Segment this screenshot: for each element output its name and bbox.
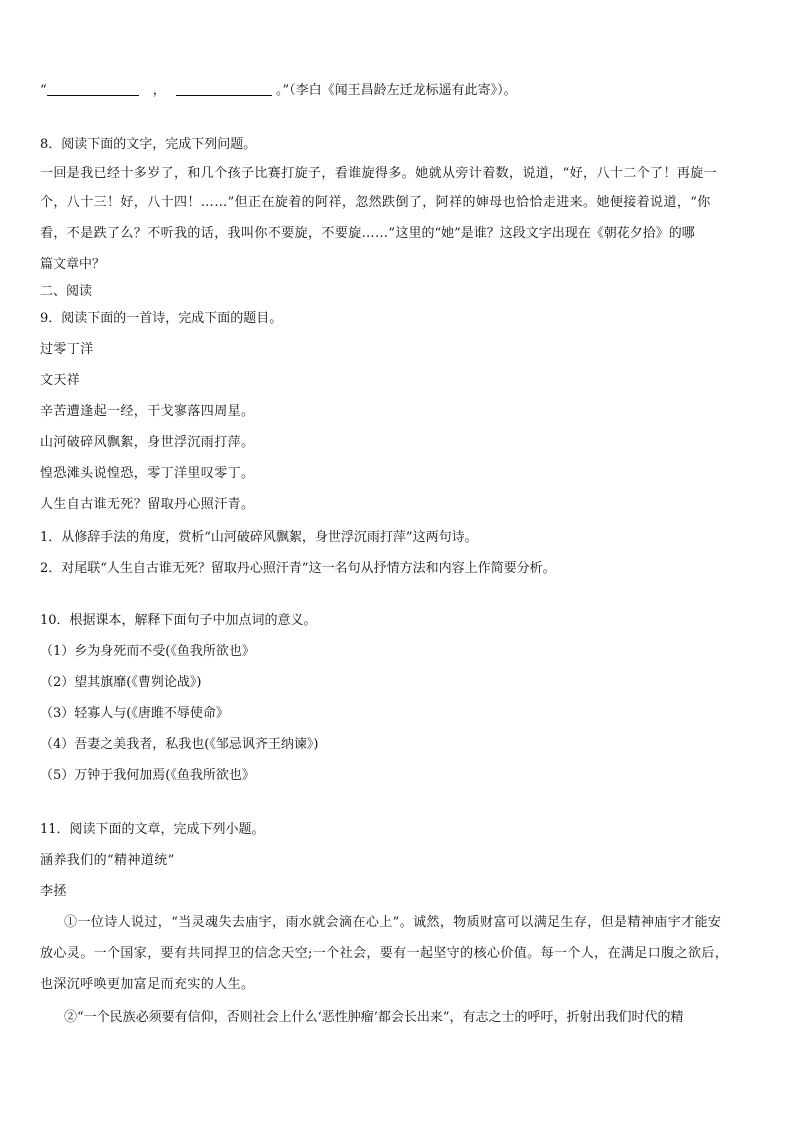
q11-title: 11．阅读下面的文章，完成下列小题。 <box>40 822 265 837</box>
q9-subquestion-2: 2．对尾联“人生自古谁无死？留取丹心照汗青”这一名句从抒情方法和内容上作简要分析。 <box>40 561 556 576</box>
q7-open-quote: “ <box>40 83 47 98</box>
q9-subquestion-1: 1．从修辞手法的角度，赏析“山河破碎风飘絮，身世浮沉雨打萍”这两句诗。 <box>40 530 478 545</box>
q7-comma: ， <box>152 83 166 98</box>
q10-item-3: （3）轻寡人与(《唐雎不辱使命》 <box>40 706 229 721</box>
q8-passage-line-3 <box>40 225 756 243</box>
q9-poem-line-1: 辛苦遭逢起一经，干戈寥落四周星。 <box>40 404 255 419</box>
q10-title: 10．根据课本，解释下面句子中加点词的意义。 <box>40 613 317 628</box>
q11-paragraph-1-line-1: ①一位诗人说过，“当灵魂失去庙宇，雨水就会滴在心上”。诚然，物质财富可以满足生存，但是精神庙宇才能安 <box>64 915 722 930</box>
section-2-heading: 二、阅读 <box>40 284 93 299</box>
q11-article-author: 李拯 <box>40 884 67 899</box>
q7-blank-1[interactable] <box>47 81 139 96</box>
q11-paragraph-2-line-1: ②“一个民族必须要有信仰，否则社会上什么‘恶性肿瘤’都会长出来”，有志之士的呼吁，折射出我们时代的精 <box>64 1010 684 1025</box>
q8-question: 这里的“她”是谁？这段文字出现在《朝花夕拾》的哪 <box>395 226 695 241</box>
q9-title: 9．阅读下面的一首诗，完成下面的题目。 <box>40 311 283 326</box>
q11-article-title: 涵养我们的“精神道统” <box>40 853 175 868</box>
q8-title: 8．阅读下面的文字，完成下列问题。 <box>40 137 257 152</box>
q9-poem-title: 过零丁洋 <box>40 342 94 357</box>
q10-item-5: （5）万钟于我何加焉(《鱼我所欲也》 <box>40 768 255 783</box>
q8-passage-quote-end: 看，不是跌了么？不听我的话，我叫你不要旋，不要旋……” <box>40 226 396 241</box>
q9-poem-line-4: 人生自古谁无死？留取丹心照汗青。 <box>40 497 255 512</box>
q10-item-1: （1）乡为身死而不受(《鱼我所欲也》 <box>40 644 255 659</box>
q9-poem-line-2: 山河破碎风飘絮，身世浮沉雨打萍。 <box>40 435 255 450</box>
q10-item-4: （4）吾妻之美我者，私我也(《邹忌讽齐王纳谏》) <box>40 737 319 752</box>
q10-item-2: （2）望其旗靡(《曹刿论战》) <box>40 675 202 690</box>
q8-passage-line-1: 一回是我已经十多岁了，和几个孩子比赛打旋子，看谁旋得多。她就从旁计着数，说道，“好，八十二个了！再旋一 <box>40 166 718 181</box>
q9-poem-author: 文天祥 <box>40 373 81 388</box>
q11-paragraph-1-line-2: 放心灵。一个国家，要有共同捍卫的信念天空;一个社会，要有一起坚守的核心价值。每一个人，在满足口腹之欲后， <box>40 946 729 961</box>
q7-source: 。”（李白《闻王昌龄左迁龙标遥有此寄》）。 <box>275 83 517 98</box>
q7-fill-line <box>40 81 756 100</box>
q8-passage-line-2: 个，八十三！好，八十四！……”但正在旋着的阿祥，忽然跌倒了，阿祥的婶母也恰恰走进来。她便接着说道，“你 <box>40 195 711 210</box>
q8-question-end: 篇文章中？ <box>40 257 106 272</box>
q9-poem-line-3: 惶恐滩头说惶恐，零丁洋里叹零丁。 <box>40 466 255 481</box>
q11-paragraph-1-line-3: 也深沉呼唤更加富足而充实的人生。 <box>40 977 255 992</box>
q7-blank-2[interactable] <box>176 81 272 96</box>
